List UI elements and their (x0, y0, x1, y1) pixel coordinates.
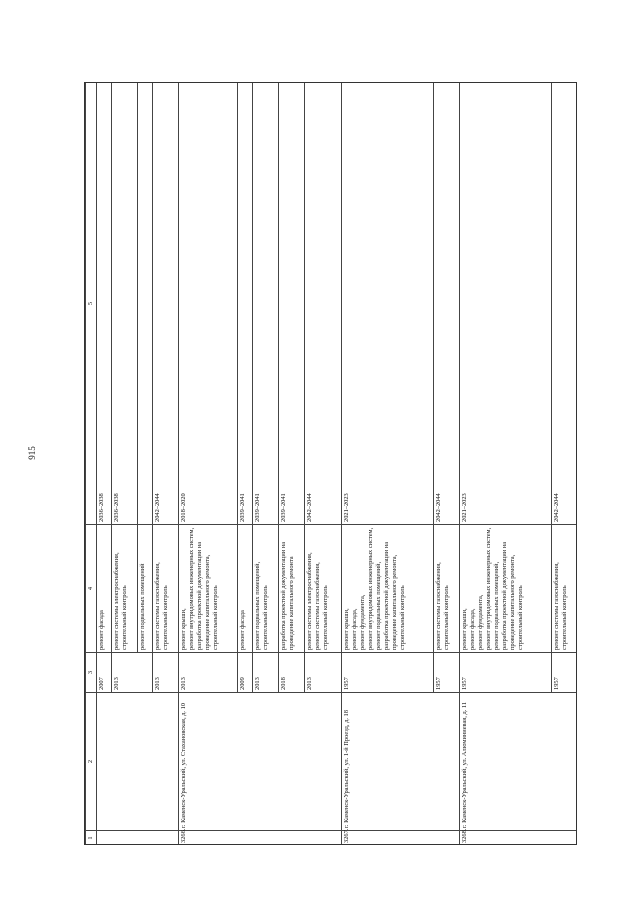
address-cell: г. Каменск-Уральский, ул. Стахановская, д. 10 (179, 693, 342, 831)
period-cell: 2021–2023 (460, 83, 552, 525)
period-cell: 2042–2044 (551, 83, 577, 525)
work-type-cell: ремонт системы газоснабжения, строительный контроль (434, 525, 460, 653)
build-year-cell: 1957 (342, 653, 434, 693)
period-cell: 2018–2020 (179, 83, 238, 525)
address-cell (97, 693, 179, 831)
header-col-1: 1 (86, 831, 97, 846)
work-type-cell: ремонт системы газоснабжения, строительный контроль (551, 525, 577, 653)
rotated-table-container (85, 83, 577, 845)
header-row (86, 83, 97, 846)
build-year-cell: 1957 (434, 653, 460, 693)
build-year-cell: 2018 (279, 653, 305, 693)
repair-schedule-table-frame (84, 82, 577, 845)
build-year-cell: 2013 (179, 653, 238, 693)
period-cell: 2036–2038 (97, 83, 112, 525)
period-cell: 2042–2044 (434, 83, 460, 525)
header-col-2: 2 (86, 693, 97, 831)
period-cell: 2042–2044 (305, 83, 342, 525)
row-number: 3266. (179, 831, 342, 846)
header-col-5: 5 (86, 83, 97, 525)
work-type-cell: разработка проектной документации на проведение капитального ремонта (279, 525, 305, 653)
work-type-cell: ремонт крыши, ремонт фасада, ремонт фундамента, ремонт внутридомовых инженерных систем, ремонт подвальных помещений, разработка проектной документации на проведение капитального ремонта, строительный контроль (460, 525, 552, 653)
row-number (97, 831, 179, 846)
period-cell: 2039–2041 (253, 83, 279, 525)
table-row (97, 83, 112, 846)
build-year-cell: 2013 (112, 653, 153, 693)
period-cell: 2036–2038 (112, 83, 138, 525)
period-cell: 2039–2041 (238, 83, 253, 525)
work-type-cell: ремонт системы газоснабжения, строительный контроль (153, 525, 179, 653)
build-year-cell: 1957 (460, 653, 552, 693)
build-year-cell: 1957 (551, 653, 577, 693)
address-cell: г. Каменск-Уральский, ул. 1-й Проезд, д. 18 (342, 693, 460, 831)
address-cell: г. Каменск-Уральский, ул. Алюминиевая, д. 11 (460, 693, 577, 831)
row-number: 3268. (460, 831, 577, 846)
header-col-4: 4 (86, 525, 97, 653)
table-row (460, 83, 552, 846)
build-year-cell: 2013 (305, 653, 342, 693)
header-col-3: 3 (86, 653, 97, 693)
work-type-cell: ремонт фасада (238, 525, 253, 653)
period-cell: 2021–2023 (342, 83, 434, 525)
repair-schedule-table (85, 82, 577, 845)
work-type-cell: ремонт крыши, ремонт внутридомовых инженерных систем, разработка проектной документации на проведение капитального ремонта, строительный контроль (179, 525, 238, 653)
build-year-cell: 2013 (253, 653, 279, 693)
period-cell (138, 83, 153, 525)
page-number: 915 (27, 446, 37, 460)
build-year-cell: 2007 (97, 653, 112, 693)
table-row (342, 83, 434, 846)
work-type-cell: ремонт системы электроснабжения, строительный контроль (112, 525, 138, 653)
build-year-cell: 2009 (238, 653, 253, 693)
build-year-cell: 2013 (153, 653, 179, 693)
period-cell: 2039–2041 (279, 83, 305, 525)
table-row (179, 83, 238, 846)
work-type-cell: ремонт подвальных помещений, строительный контроль (253, 525, 279, 653)
work-type-cell: ремонт системы электроснабжения, ремонт системы газоснабжения, строительный контроль (305, 525, 342, 653)
row-number: 3267. (342, 831, 460, 846)
work-type-cell: ремонт крыши, ремонт фасада, ремонт фундамента, ремонт внутридомовых инженерных систем, ремонт подвальных помещений, разработка проектной документации на проведение капитального ремонта, строительный контроль (342, 525, 434, 653)
period-cell: 2042–2044 (153, 83, 179, 525)
work-type-cell: ремонт подвальных помещений (138, 525, 153, 653)
work-type-cell: ремонт фасада (97, 525, 112, 653)
